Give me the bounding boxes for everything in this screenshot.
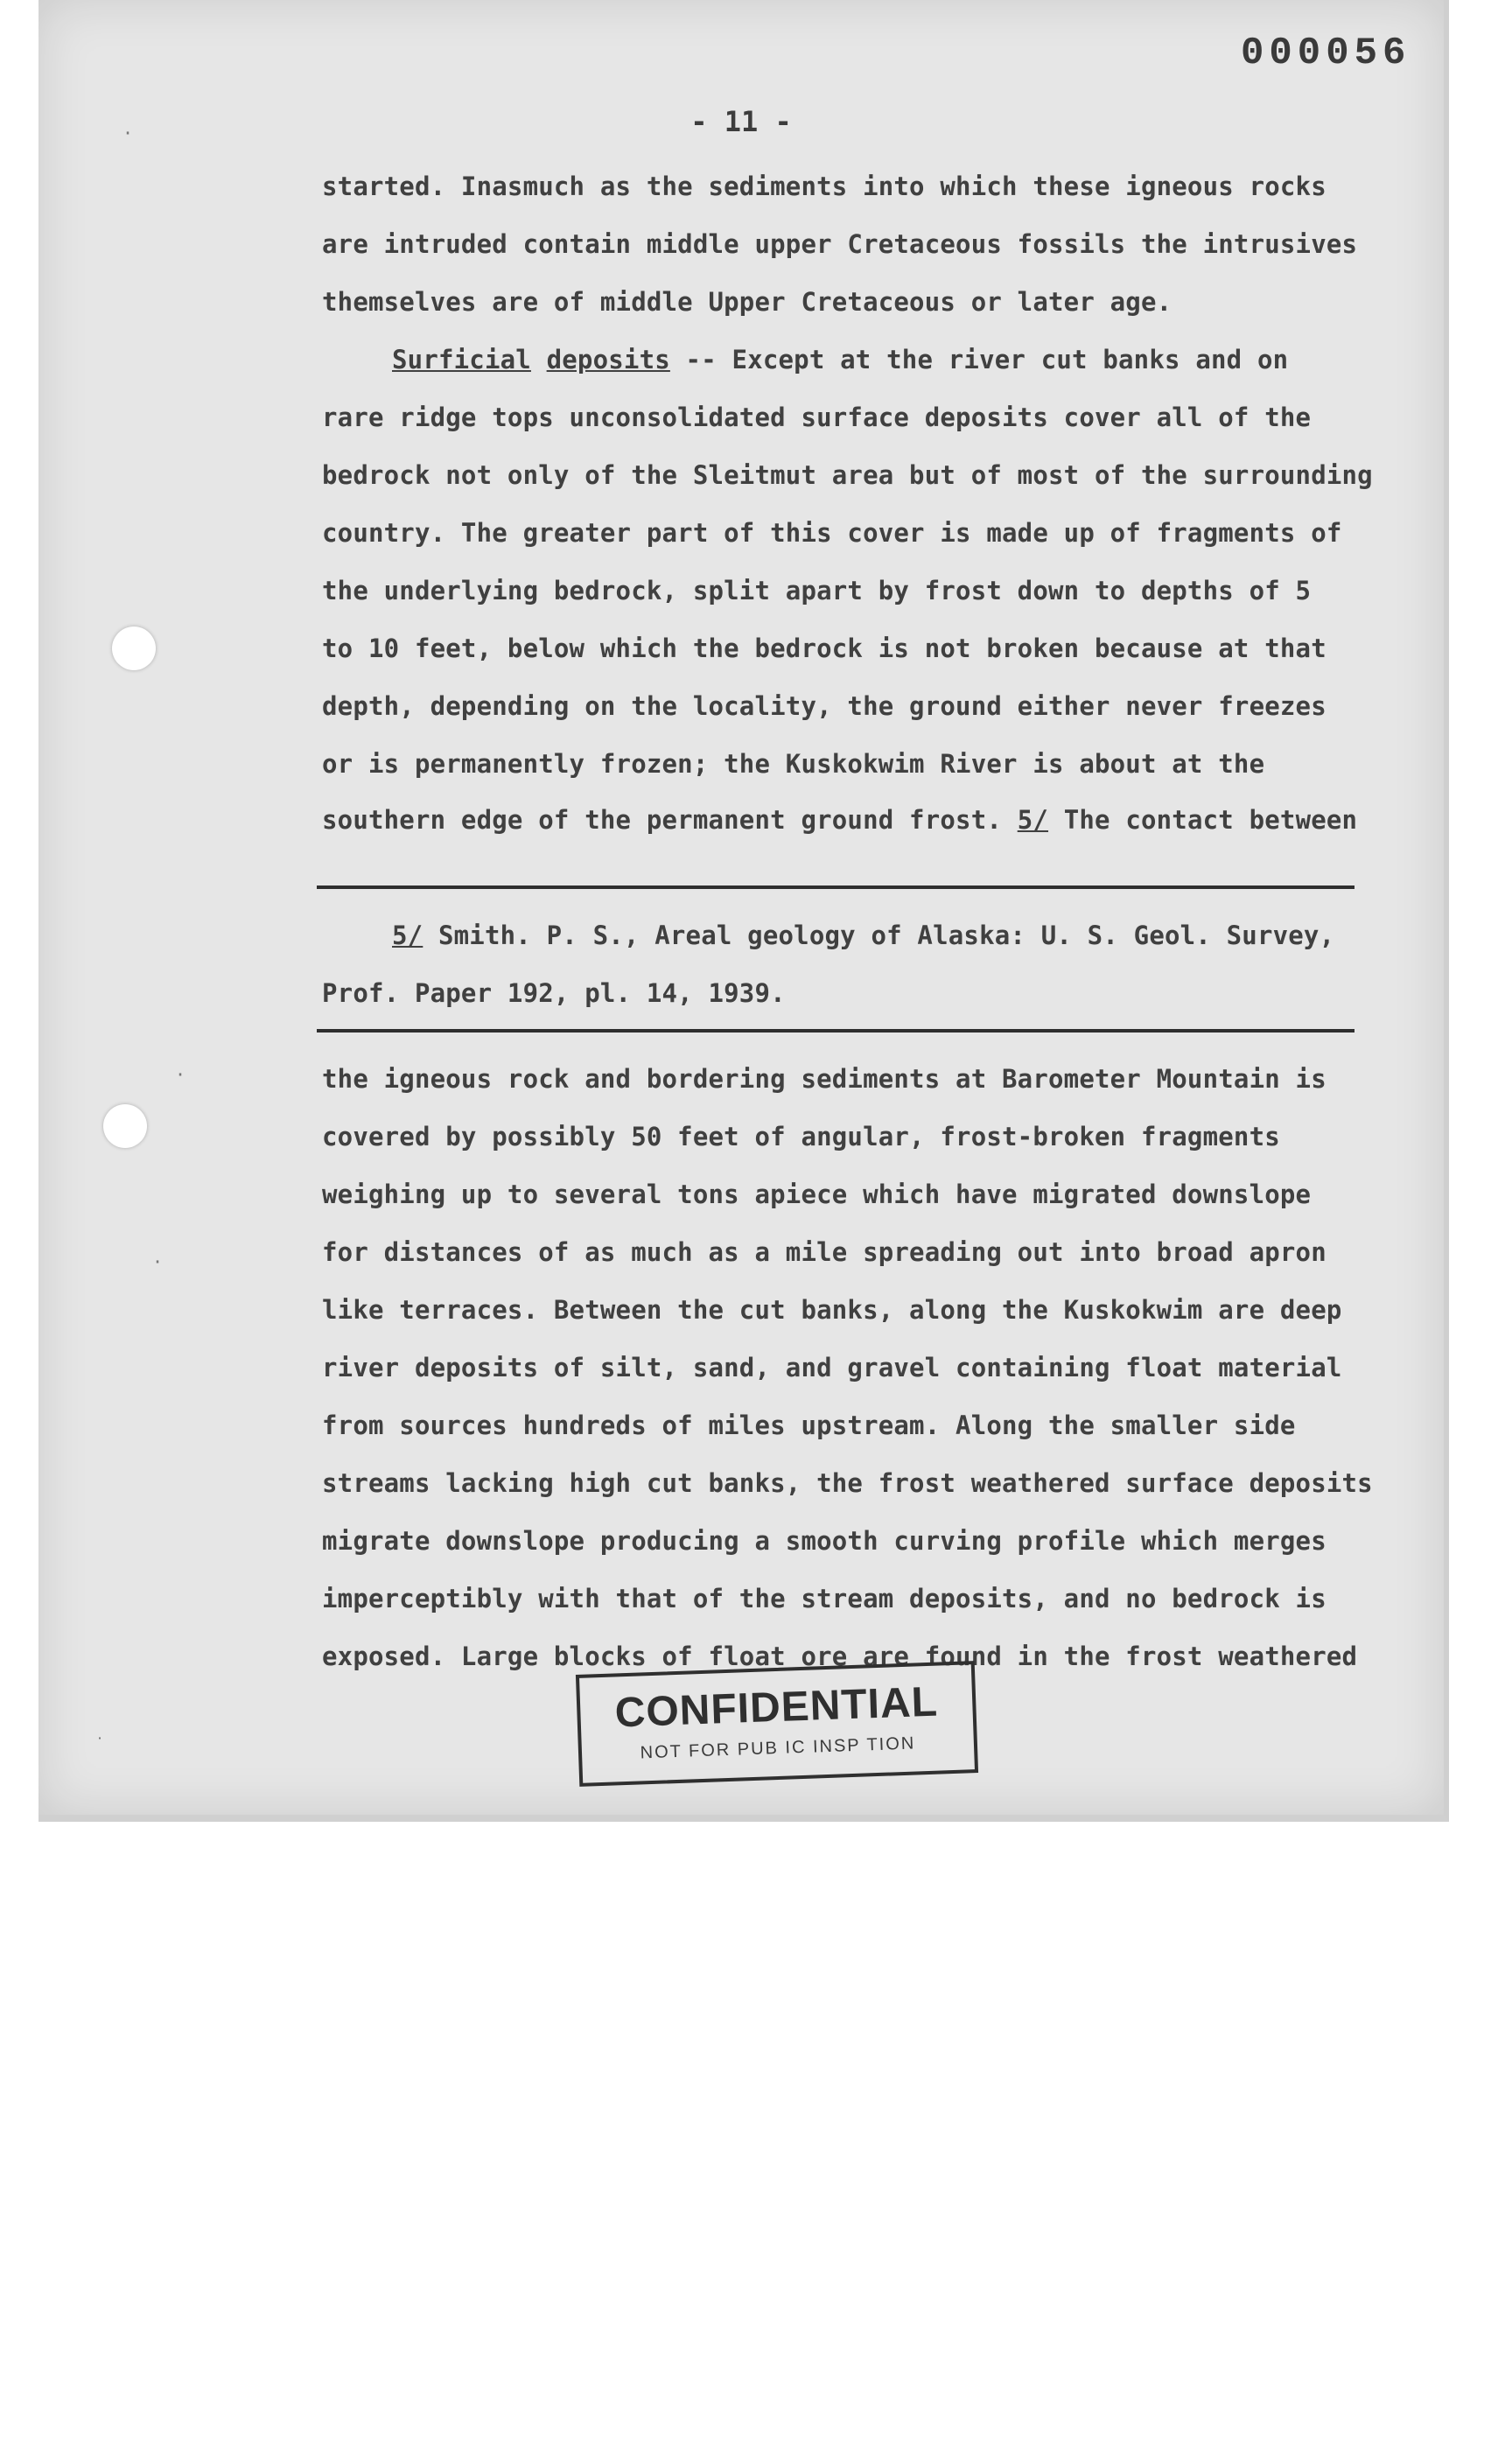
paper-speck: ˙ [94,1734,106,1755]
text-line: the igneous rock and bordering sediments at Barometer Mountain is [322,1064,1326,1094]
footnote-marker: 5/ [392,920,424,950]
footnote-text: Smith. P. S., Areal geology of Alaska: U. S. Geol. Survey, [423,920,1335,950]
footnote-line: Prof. Paper 192, pl. 14, 1939. [322,978,786,1008]
punch-hole [112,626,156,670]
paper-speck: · [152,1251,164,1272]
text-line: are intruded contain middle upper Cretaceous fossils the intrusives [322,229,1358,259]
section-heading-word: Surficial [392,345,531,374]
archive-number: 000056 [1241,32,1411,75]
text-line: river deposits of silt, sand, and gravel containing float material [322,1353,1342,1382]
text-line: migrate downslope producing a smooth curving profile which merges [322,1526,1326,1556]
text-line: for distances of as much as a mile spreading out into broad apron [322,1237,1326,1267]
text-line: streams lacking high cut banks, the frost weathered surface deposits [322,1468,1373,1498]
text-line: the underlying bedrock, split apart by frost down to depths of 5 [322,576,1312,606]
text-line: like terraces. Between the cut banks, along the Kuskokwim are deep [322,1295,1342,1325]
stamp-title: CONFIDENTIAL [613,1678,939,1737]
footnote-divider-bottom [317,1029,1354,1032]
text-segment: The contact between [1048,805,1358,835]
confidential-stamp [576,1661,978,1787]
section-heading-line [392,345,1288,374]
punch-hole [103,1104,147,1148]
document-page [38,0,1449,1822]
page-number: - 11 - [690,105,792,138]
footnote-divider-top [317,886,1354,889]
text-line: bedrock not only of the Sleitmut area but of most of the surrounding [322,460,1373,490]
text-line: country. The greater part of this cover is made up of fragments of [322,518,1342,548]
text-line: weighing up to several tons apiece which have migrated downslope [322,1180,1312,1209]
text-line: depth, depending on the locality, the ground either never freezes [322,691,1326,721]
footnote-reference: 5/ [1017,805,1049,835]
stamp-subtitle: NOT FOR PUB IC INSP TION [640,1733,916,1763]
text-line: imperceptibly with that of the stream deposits, and no bedrock is [322,1584,1326,1614]
text-line: exposed. Large blocks of float ore are found in the frost weathered [322,1642,1358,1671]
section-heading-text: -- Except at the river cut banks and on [669,345,1289,374]
text-line: to 10 feet, below which the bedrock is not broken because at that [322,634,1326,663]
text-segment: southern edge of the permanent ground frost. [322,805,1003,835]
section-heading-word: deposits [546,345,670,374]
text-line: covered by possibly 50 feet of angular, frost-broken fragments [322,1122,1280,1152]
text-line: from sources hundreds of miles upstream. Along the smaller side [322,1410,1296,1440]
text-line: or is permanently frozen; the Kuskokwim River is about at the [322,749,1265,779]
text-line-with-footnote-ref [322,805,1357,835]
text-line: started. Inasmuch as the sediments into which these igneous rocks [322,172,1326,201]
text-line: themselves are of middle Upper Cretaceous or later age. [322,287,1172,317]
paper-speck: · [122,122,134,144]
footnote-line [392,920,1334,950]
text-line: rare ridge tops unconsolidated surface deposits cover all of the [322,402,1312,432]
paper-speck: · [175,1064,186,1085]
